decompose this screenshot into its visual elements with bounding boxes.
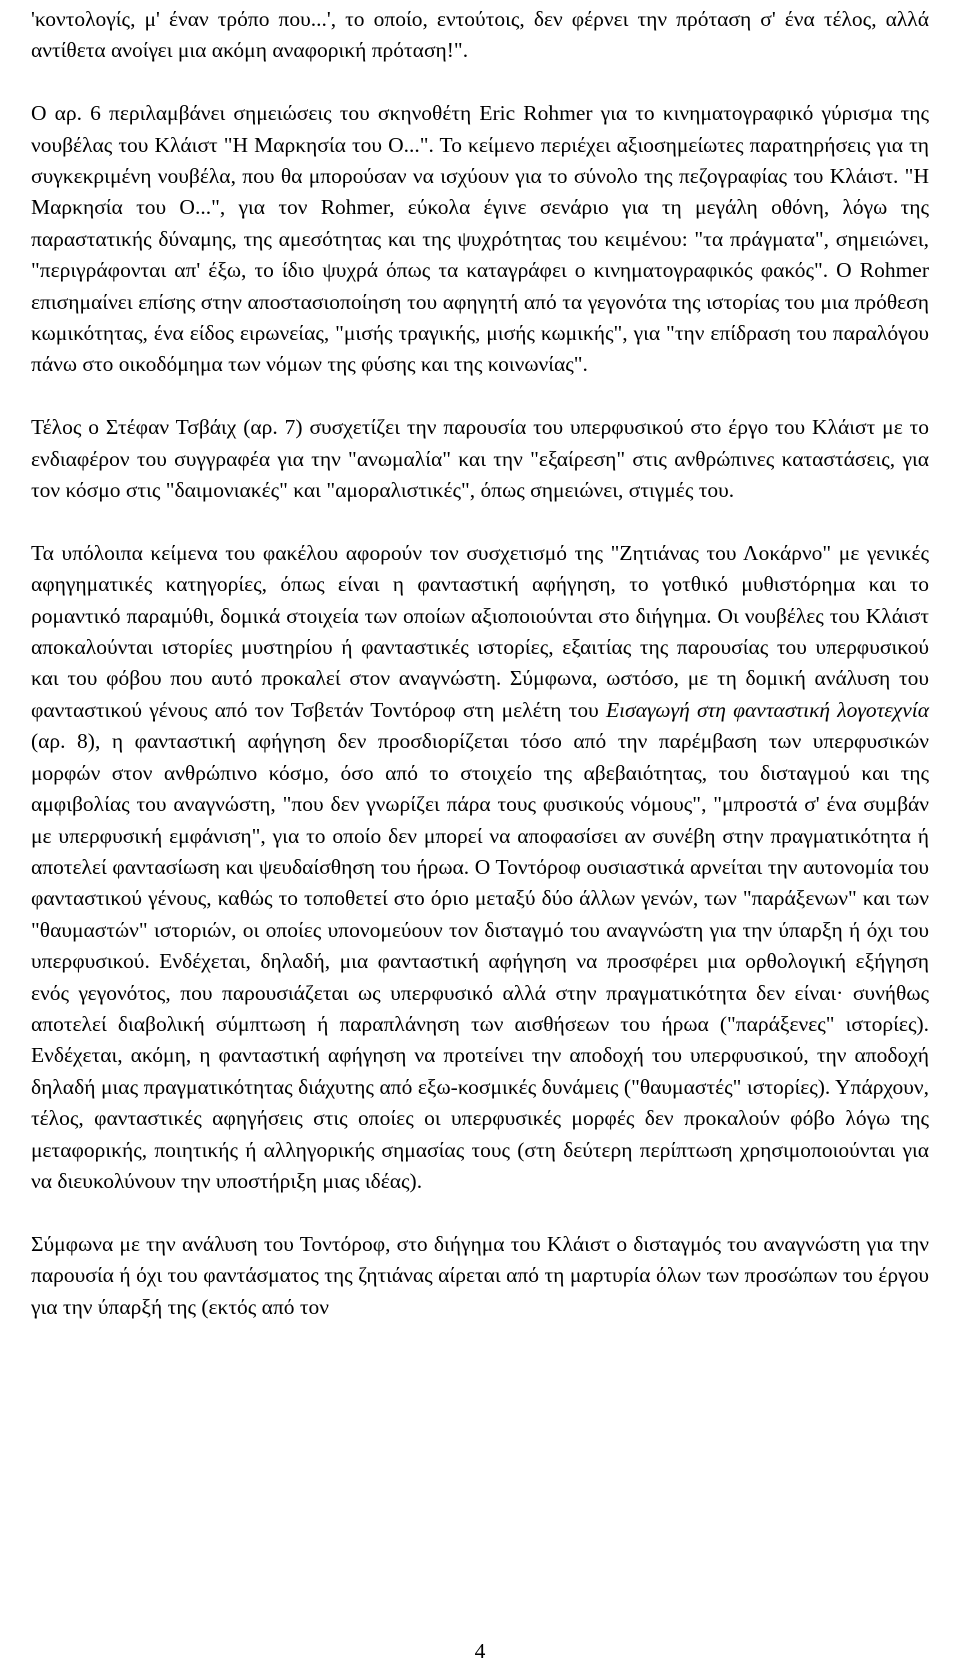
paragraph-rohmer-notes: Ο αρ. 6 περιλαμβάνει σημειώσεις του σκηνοθέτη Eric Rohmer για το κινηματογραφικό γύρισμα της νουβέλας του Κλάιστ "Η Μαρκησία του Ο...". Το κείμενο περιέχει αξιοσημείωτες παρατηρήσεις για τη συγκεκριμένη νουβέλα, που θα μπορούσαν να ισχύουν για το σύνολο της πεζογραφίας του Κλάιστ. "Η Μαρκησία του Ο...", για τον Rohmer, εύκολα έγινε σενάριο για τη μεγάλη οθόνη, λόγω της παραστατικής δύναμης, της αμεσότητας και της ψυχρότητας του κειμένου: "τα πράγματα", σημειώνει, "περιγράφονται απ' έξω, το ίδιο ψυχρά όπως τα καταγράφει ο κινηματογραφικός φακός". Ο Rohmer επισημαίνει επίσης στην αποστασιοποίηση του αφηγητή από τα γεγονότα της ιστορίας του μια πρόθεση κωμικότητας, ένα είδος ειρωνείας, "μισής τραγικής, μισής κωμικής", για "την επίδραση του παραλόγου πάνω στο οικοδόμημα των νόμων της φύσης και της κοινωνίας".: [31, 101, 929, 377]
paragraph-todorov-kleist: Σύμφωνα με την ανάλυση του Τοντόροφ, στο διήγημα του Κλάιστ ο δισταγμός του αναγνώστη για την παρουσία ή όχι του φαντάσματος της ζητιάνας αίρεται από τη μαρτυρία όλων των προσώπων του έργου για την ύπαρξή της (εκτός από τον: [31, 1231, 929, 1319]
paragraph-gap: [31, 381, 929, 412]
paragraph-gap: [31, 1197, 929, 1228]
page-number: 4: [474, 1639, 486, 1663]
document-body: [31, 4, 929, 1323]
paragraph-continuation: 'κοντολογίς, μ' έναν τρόπο που...', το οποίο, εντούτοις, δεν φέρνει την πρόταση σ' ένα τέλος, αλλά αντίθετα ανοίγει μια ακόμη αναφορική πρόταση!".: [31, 7, 929, 63]
paragraph-todorov-analysis: [31, 538, 929, 1198]
book-title-italic: Εισαγωγή στη φανταστική λογοτεχνία: [605, 697, 929, 722]
paragraph-text-segment: Τα υπόλοιπα κείμενα του φακέλου αφορούν τον συσχετισμό της "Ζητιάνας του Λοκάρνο" με γενικές αφηγηματικές κατηγορίες, όπως είναι η φανταστική αφήγηση, το γοτθικό μυθιστόρημα και το ρομαντικό παραμύθι, δομικά στοιχεία των οποίων αξιοποιούνται στο διήγημα. Οι νουβέλες του Κλάιστ αποκαλούνται ιστορίες μυστηρίου ή φανταστικές ιστορίες, εξαιτίας της παρουσίας του υπερφυσικού και του φόβου που αυτό προκαλεί στον αναγνώστη. Σύμφωνα, ωστόσο, με τη δομική ανάλυση του φανταστικού γένους από τον Τσβετάν Τοντόροφ στη μελέτη του: [31, 540, 929, 722]
paragraph-zweig: Τέλος ο Στέφαν Τσβάιχ (αρ. 7) συσχετίζει την παρουσία του υπερφυσικού στο έργο του Κλάιστ με το ενδιαφέρον του συγγραφέα για την "ανωμαλία" και την "εξαίρεση" στις ανθρώπινες καταστάσεις, για τον κόσμο στις "δαιμονιακές" και "αμοραλιστικές", όπως σημειώνει, στιγμές του.: [31, 415, 929, 503]
paragraph-text-segment: (αρ. 8), η φανταστική αφήγηση δεν προσδιορίζεται τόσο από την παρέμβαση των υπερφυσικών μορφών στον ανθρώπινο κόσμο, όσο από το στοιχείο της αβεβαιότητας, του δισταγμού και της αμφιβολίας του αναγνώστη, "που δεν γνωρίζει πάρα τους φυσικούς νόμους", "μπροστά σ' ένα συμβάν με υπερφυσική εμφάνιση", για το οποίο δεν μπορεί να αποφασίσει αν συνέβη στην πραγματικότητα ή αποτελεί φαντασίωση και ψευδαίσθηση του ήρωα. Ο Τοντόροφ ουσιαστικά αρνείται την αυτονομία του φανταστικού γένους, καθώς το τοποθετεί στο όριο μεταξύ δύο άλλων γενών, των "παράξενων" και των "θαυμαστών" ιστοριών, οι οποίες υπονομεύουν τον δισταγμό του αναγνώστη για την ύπαρξη ή όχι του υπερφυσικού. Ενδέχεται, δηλαδή, μια φανταστική αφήγηση να προσφέρει μια ορθολογική εξήγηση ενός γεγονότος, που παρουσιάζεται ως υπερφυσικό αλλά στην πραγματικότητα δεν είναι· συνήθως αποτελεί διαβολική σύμπτωση ή παραπλάνηση των αισθήσεων του ήρωα ("παράξενες" ιστορίες). Ενδέχεται, ακόμη, η φανταστική αφήγηση να προτείνει την αποδοχή του υπερφυσικού, την αποδοχή δηλαδή μιας πραγματικότητας διάχυτης από εξω-κοσμικές δυνάμεις ("θαυμαστές" ιστορίες). Υπάρχουν, τέλος, φανταστικές αφηγήσεις στις οποίες οι υπερφυσικές μορφές δεν προκαλούν φόβο λόγω της μεταφορικής, ποιητικής ή αλληγορικής σημασίας τους (στη δεύτερη περίπτωση χρησιμοποιούνται για να διευκολύνουν την υποστήριξη μιας ιδέας).: [31, 729, 929, 1193]
paragraph-gap: [31, 67, 929, 98]
paragraph-gap: [31, 506, 929, 537]
